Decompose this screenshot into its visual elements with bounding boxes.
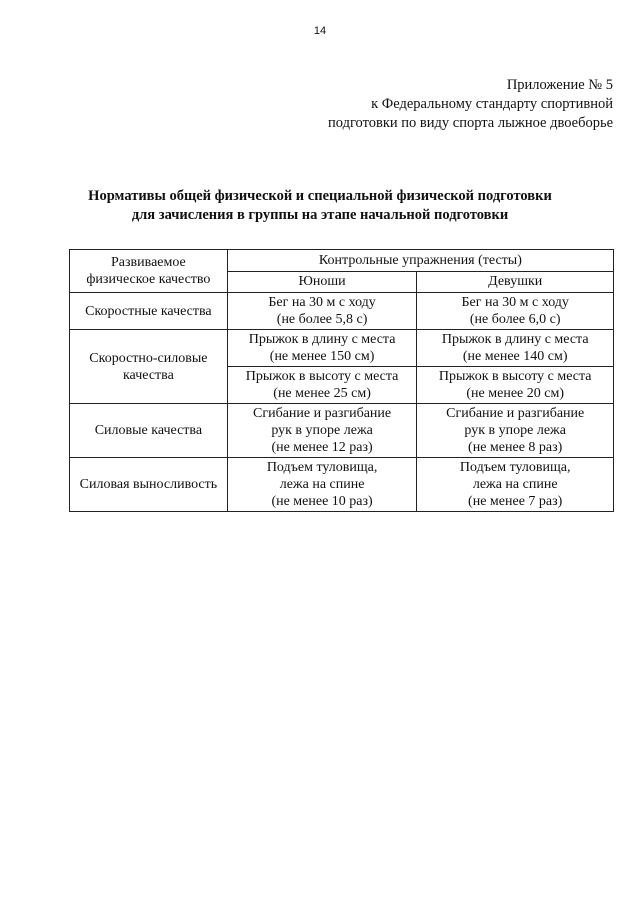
boys-norm-cell <box>227 404 417 458</box>
norm-line: (не более 5,8 с) <box>276 312 368 327</box>
norm-line: (не менее 7 раз) <box>468 494 563 509</box>
boys-norm-cell <box>227 458 417 512</box>
girls-norm-cell <box>417 458 614 512</box>
boys-norm-cell <box>227 367 417 404</box>
girls-norm-cell <box>417 330 614 367</box>
norm-line: Бег на 30 м с ходу <box>461 295 569 310</box>
appendix-line-1: Приложение № 5 <box>506 77 613 93</box>
title-line-2: для зачисления в группы на этапе начальной подготовки <box>131 207 509 223</box>
norm-line: рук в упоре лежа <box>271 423 373 438</box>
norm-line: лежа на спине <box>472 477 558 492</box>
appendix-line-3: подготовки по виду спорта лыжное двоеборье <box>327 115 613 131</box>
norm-line: (не менее 25 см) <box>273 386 371 401</box>
quality-cell <box>70 330 228 404</box>
quality-line: Скоростно-силовые <box>89 350 208 366</box>
quality-cell: Силовые качества <box>70 404 228 458</box>
table-row <box>70 330 614 367</box>
norm-line: Прыжок в высоту с места <box>245 369 399 384</box>
norm-line: (не менее 12 раз) <box>271 440 373 455</box>
document-title <box>0 187 640 225</box>
boys-norm-cell <box>227 330 417 367</box>
norm-line: Сгибание и разгибание <box>446 406 585 421</box>
boys-norm-cell <box>227 293 417 330</box>
norm-line: (не менее 140 см) <box>462 349 568 364</box>
header-row <box>70 250 614 272</box>
table-row <box>70 404 614 458</box>
quality-cell: Силовая выносливость <box>70 458 228 512</box>
norm-line: Подъем туловища, <box>459 460 571 475</box>
header-quality <box>70 250 228 293</box>
norms-table <box>69 249 614 512</box>
norm-line: Прыжок в длину с места <box>441 332 589 347</box>
norm-line: (не менее 10 раз) <box>271 494 373 509</box>
norm-line: Прыжок в высоту с места <box>438 369 592 384</box>
girls-norm-cell <box>417 293 614 330</box>
norm-line: (не менее 150 см) <box>269 349 375 364</box>
quality-line: качества <box>122 367 174 383</box>
girls-norm-cell <box>417 404 614 458</box>
table-row <box>70 458 614 512</box>
page-number: 14 <box>313 25 327 37</box>
norm-line: (не менее 8 раз) <box>468 440 563 455</box>
norm-line: рук в упоре лежа <box>464 423 566 438</box>
header-boys: Юноши <box>227 271 417 293</box>
norm-line: лежа на спине <box>279 477 365 492</box>
appendix-header <box>328 76 613 133</box>
appendix-line-2: к Федеральному стандарту спортивной <box>371 96 613 112</box>
norm-line: Подъем туловища, <box>266 460 378 475</box>
title-line-1: Нормативы общей физической и специальной физической подготовки <box>88 188 552 204</box>
quality-cell: Скоростные качества <box>70 293 228 330</box>
header-quality-line-2: физическое качество <box>86 272 211 287</box>
header-girls: Девушки <box>417 271 614 293</box>
norm-line: Прыжок в длину с места <box>248 332 396 347</box>
header-quality-line-1: Развиваемое <box>111 255 186 270</box>
girls-norm-cell <box>417 367 614 404</box>
norm-line: (не более 6,0 с) <box>469 312 561 327</box>
header-tests: Контрольные упражнения (тесты) <box>227 250 613 272</box>
norm-line: Бег на 30 м с ходу <box>268 295 376 310</box>
table-row <box>70 293 614 330</box>
norm-line: (не менее 20 см) <box>466 386 564 401</box>
norm-line: Сгибание и разгибание <box>253 406 392 421</box>
